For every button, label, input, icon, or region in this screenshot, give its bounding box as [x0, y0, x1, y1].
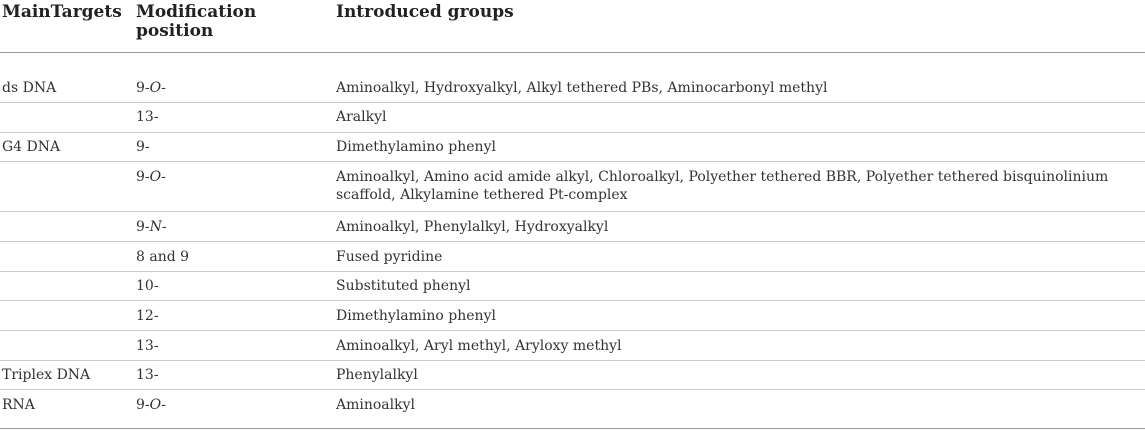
cell-groups: Aralkyl — [336, 109, 387, 125]
cell-groups: Fused pyridine — [336, 249, 443, 265]
row-divider — [0, 102, 1145, 103]
cell-position: 12- — [136, 308, 159, 324]
cell-position: 8 and 9 — [136, 249, 190, 265]
cell-target: ds DNA — [2, 80, 57, 96]
row-divider — [0, 271, 1145, 272]
cell-groups: Aminoalkyl, Amino acid amide alkyl, Chloroalkyl, Polyether tethered BBR, Polyether tethered bisquinolinium scaffold, Alkylamine tethered Pt-complex — [336, 169, 1109, 203]
row-divider — [0, 241, 1145, 242]
table-header — [0, 0, 1145, 53]
cell-position: 13- — [136, 109, 159, 125]
row-divider — [0, 389, 1145, 390]
row-divider — [0, 132, 1145, 133]
cell-groups: Dimethylamino phenyl — [336, 139, 496, 155]
cell-position: 9-O- — [136, 169, 166, 185]
header-modification-position: Modification position — [136, 2, 257, 41]
header-main-targets: MainTargets — [2, 2, 122, 22]
cell-target: G4 DNA — [2, 139, 61, 155]
cell-position: 9- — [136, 139, 150, 155]
header-introduced-groups: Introduced groups — [336, 2, 514, 22]
cell-position: 9-O- — [136, 80, 166, 96]
row-divider — [0, 211, 1145, 212]
table-bottom-rule — [0, 428, 1145, 429]
cell-position: 10- — [136, 278, 159, 294]
cell-groups: Aminoalkyl, Phenylalkyl, Hydroxyalkyl — [336, 219, 609, 235]
cell-groups: Aminoalkyl, Aryl methyl, Aryloxy methyl — [336, 338, 622, 354]
cell-groups: Substituted phenyl — [336, 278, 471, 294]
cell-groups: Dimethylamino phenyl — [336, 308, 496, 324]
row-divider — [0, 300, 1145, 301]
row-divider — [0, 360, 1145, 361]
cell-position: 13- — [136, 367, 159, 383]
cell-position: 13- — [136, 338, 159, 354]
cell-target: Triplex DNA — [2, 367, 91, 383]
cell-position: 9-N- — [136, 219, 167, 235]
cell-groups: Aminoalkyl — [336, 397, 416, 413]
cell-groups: Phenylalkyl — [336, 367, 418, 383]
cell-groups: Aminoalkyl, Hydroxyalkyl, Alkyl tethered PBs, Aminocarbonyl methyl — [336, 80, 828, 96]
cell-target: RNA — [2, 397, 35, 413]
cell-position: 9-O- — [136, 397, 166, 413]
row-divider — [0, 330, 1145, 331]
row-divider — [0, 161, 1145, 162]
